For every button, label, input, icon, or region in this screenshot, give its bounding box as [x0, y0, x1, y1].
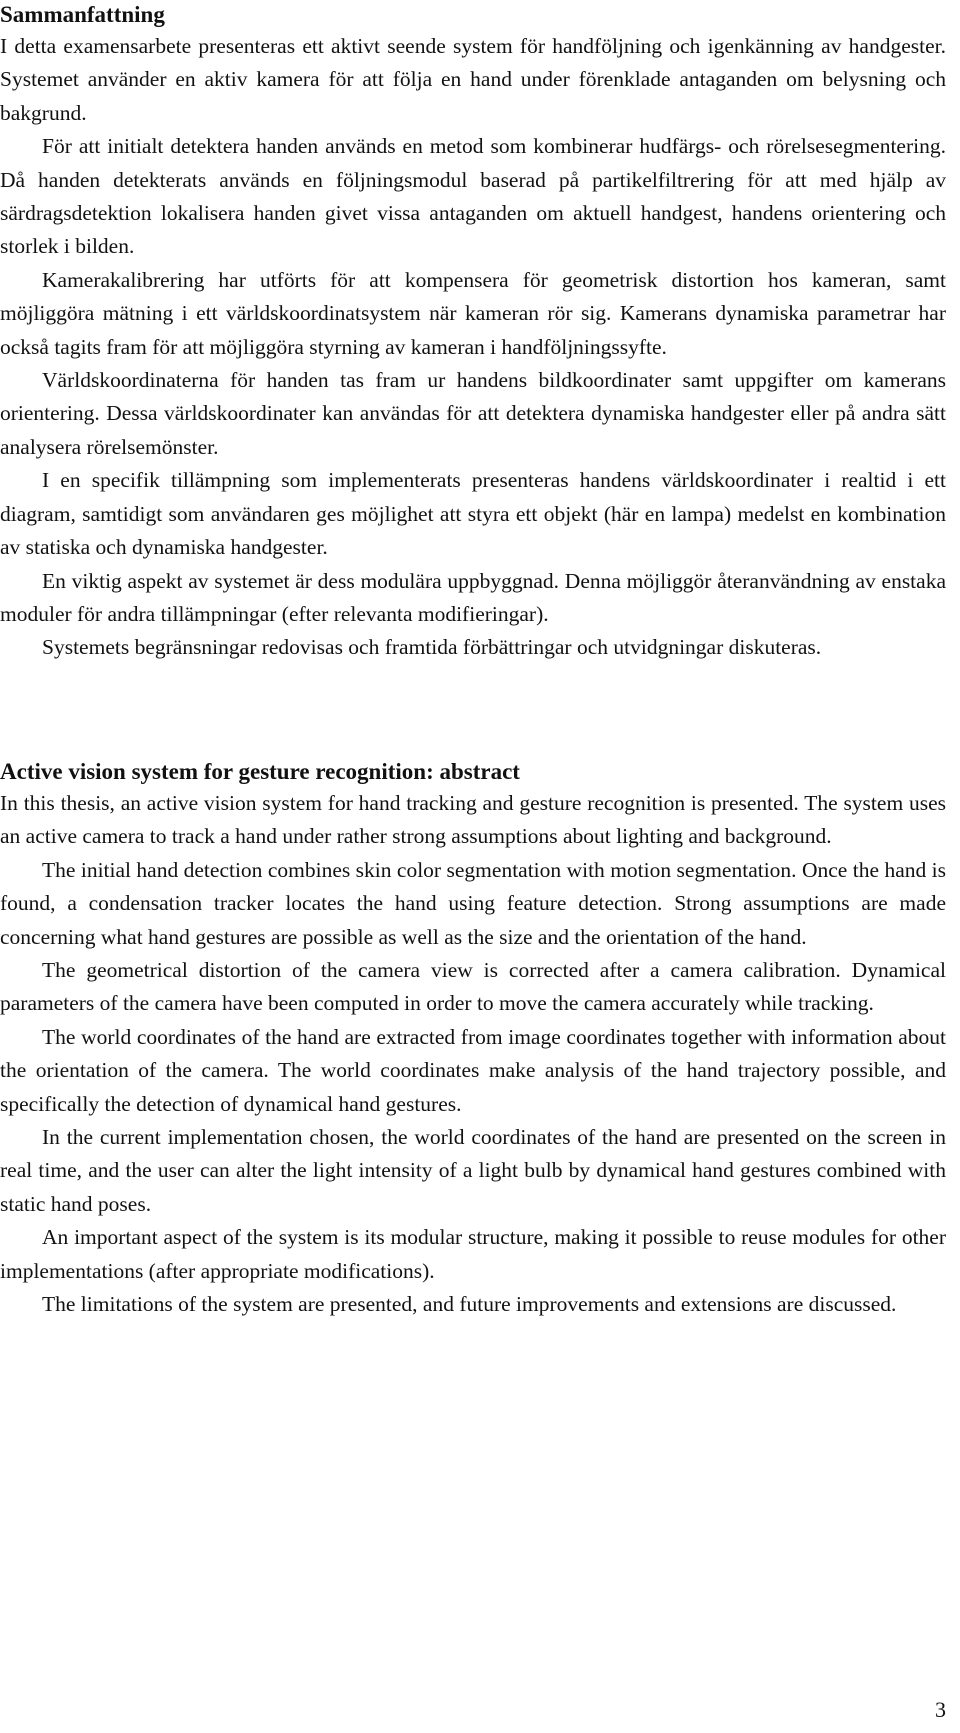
swedish-paragraph-1: I detta examensarbete presenteras ett aktivt seende system för handföljning och igenkänning av handgester. Systemet använder en aktiv kamera för att följa en hand under förenklade antaganden om belysning och bakgrund.: [0, 34, 946, 125]
swedish-abstract-heading: Sammanfattning: [0, 2, 165, 27]
english-paragraph-5: In the current implementation chosen, the world coordinates of the hand are presented on the screen in real time, and the user can alter the light intensity of a light bulb by dynamical hand gestures combined with static hand poses.: [0, 1125, 946, 1216]
swedish-abstract-section: [0, 0, 946, 665]
swedish-paragraph-3: Kamerakalibrering har utförts för att kompensera för geometrisk distortion hos kameran, samt möjliggöra mätning i ett världskoordinatsystem när kameran rör sig. Kamerans dynamiska parametrar har också tagits fram för att möjliggöra styrning av kameran i handföljningssyfte.: [0, 267, 946, 359]
english-paragraph-1: In this thesis, an active vision system for hand tracking and gesture recognition is presented. The system uses an active camera to track a hand under rather strong assumptions about lighting and background.: [0, 791, 946, 849]
english-paragraph-7: The limitations of the system are presented, and future improvements and extensions are discussed.: [42, 1292, 897, 1317]
page-number: 3: [935, 1697, 946, 1722]
english-paragraph-3: The geometrical distortion of the camera view is corrected after a camera calibration. Dynamical parameters of the camera have been computed in order to move the camera accurately while tracking.: [0, 958, 946, 1016]
swedish-paragraph-2: För att initialt detektera handen används en metod som kombinerar hudfärgs- och rörelsesegmentering. Då handen detekterats används en följningsmodul baserad på partikelfiltrering för att med hjälp av särdragsdetektion lokalisera handen givet vissa antaganden om aktuell handgest, handens orientering och storlek i bilden.: [0, 134, 946, 259]
english-abstract-section: [0, 757, 946, 1322]
swedish-paragraph-4: Världskoordinaterna för handen tas fram ur handens bildkoordinater samt uppgifter om kamerans orientering. Dessa världskoordinater kan användas för att detektera dynamiska handgester eller på andra sätt analysera rörelsemönster.: [0, 368, 946, 459]
swedish-paragraph-5: I en specifik tillämpning som implementerats presenteras handens världskoordinater i realtid i ett diagram, samtidigt som användaren ges möjlighet att styra ett objekt (här en lampa) medelst en kombination av statiska och dynamiska handgester.: [0, 468, 946, 560]
english-abstract-heading: Active vision system for gesture recognition: abstract: [0, 759, 520, 784]
english-paragraph-6: An important aspect of the system is its modular structure, making it possible to reuse modules for other implementations (after appropriate modifications).: [0, 1225, 946, 1283]
swedish-paragraph-6: En viktig aspekt av systemet är dess modulära uppbyggnad. Denna möjliggör återanvändning av enstaka moduler för andra tillämpningar (efter relevanta modifieringar).: [0, 568, 946, 626]
english-paragraph-2: The initial hand detection combines skin color segmentation with motion segmentation. Once the hand is found, a condensation tracker locates the hand using feature detection. Strong assumptions are made concerning what hand gestures are possible as well as the size and the orientation of the hand.: [0, 857, 946, 949]
swedish-paragraph-7: Systemets begränsningar redovisas och framtida förbättringar och utvidgningar diskuteras.: [42, 635, 822, 660]
english-paragraph-4: The world coordinates of the hand are extracted from image coordinates together with information about the orientation of the camera. The world coordinates make analysis of the hand trajectory possible, and specifically the detection of dynamical hand gestures.: [0, 1024, 946, 1116]
